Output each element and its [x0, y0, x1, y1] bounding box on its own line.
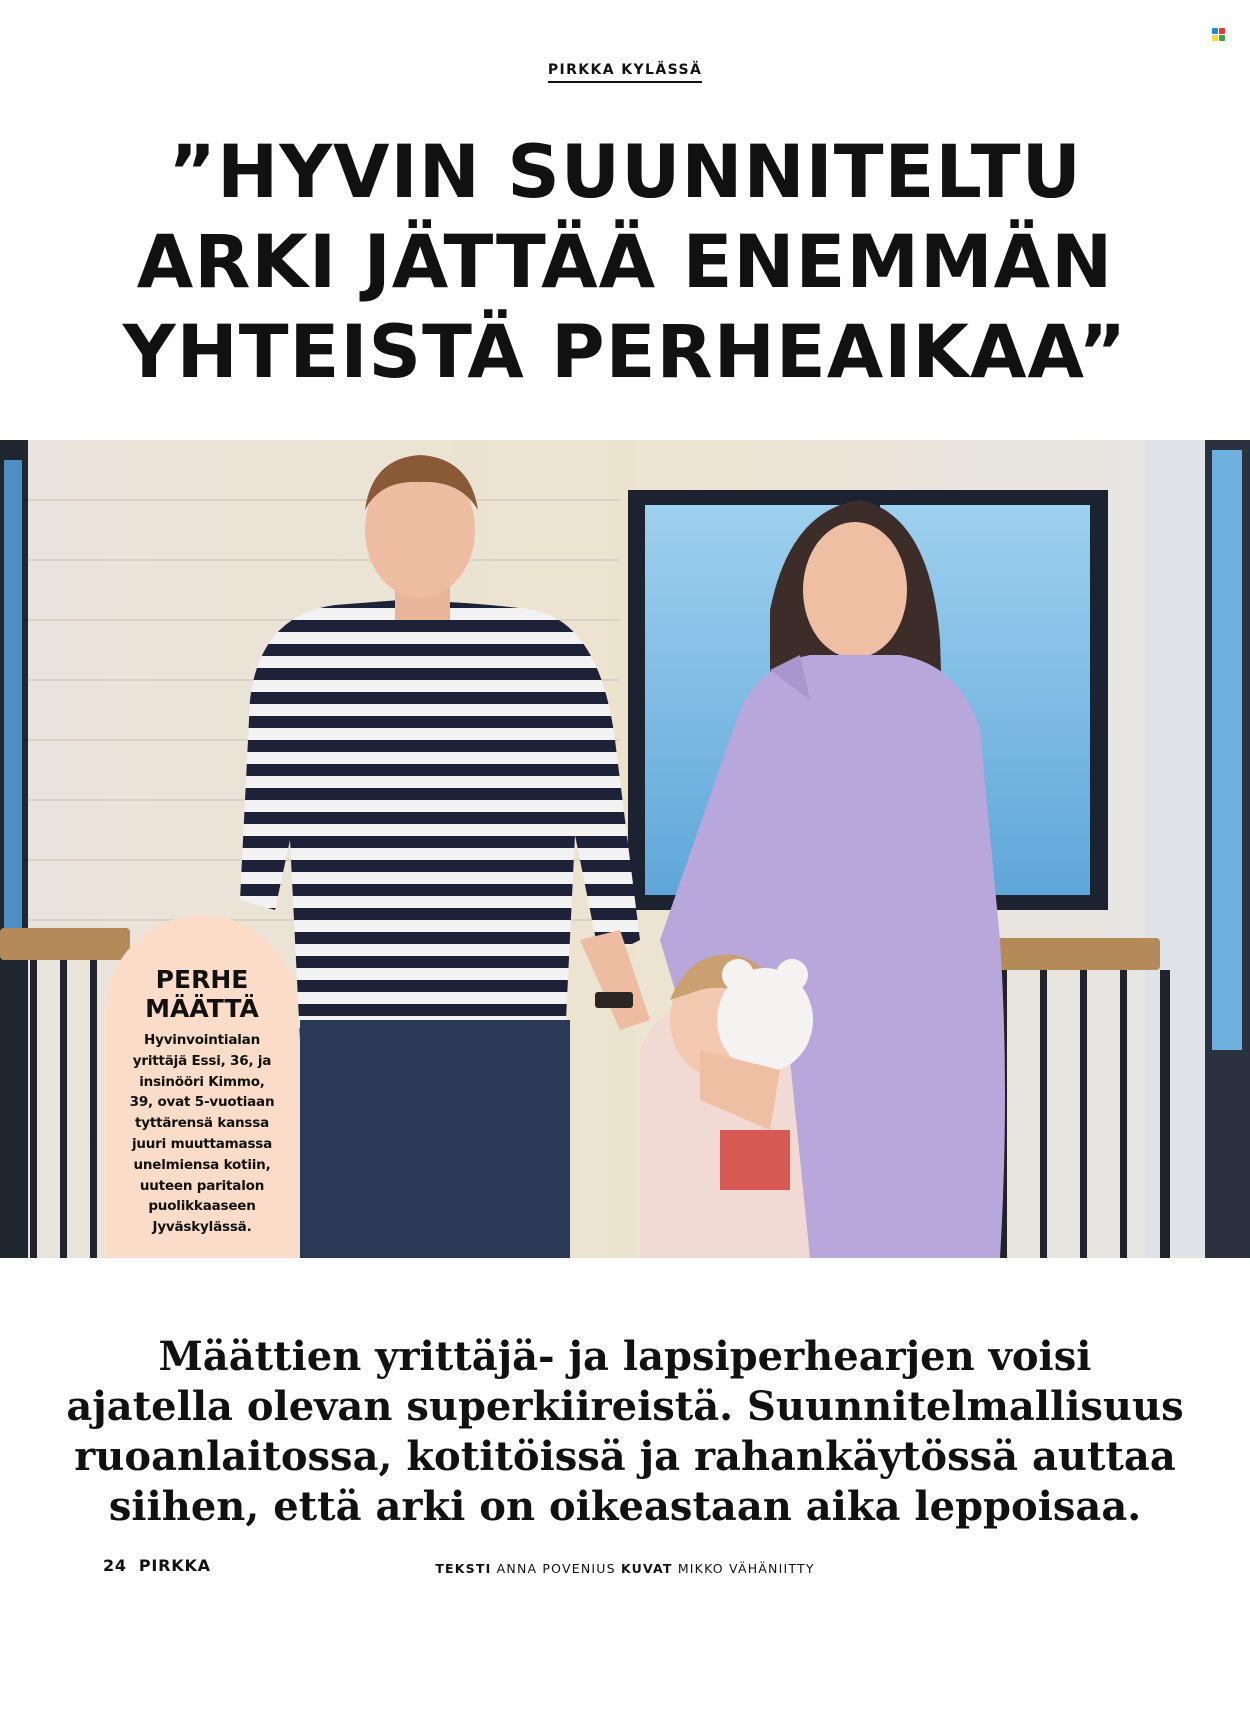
info-box-title: [106, 965, 298, 1023]
lead-line-3: ruoanlaitossa, kotitöissä ja rahankäytössä auttaa: [74, 1433, 1176, 1480]
info-box-line-8: uuteen paritalon: [139, 1177, 265, 1194]
headline-line-2: ARKI JÄTTÄÄ ENEMMÄN: [136, 220, 1114, 305]
credits-photo-label: KUVAT: [620, 1561, 673, 1576]
info-box-line-1: Hyvinvointialan: [144, 1032, 260, 1048]
credits-text-name: ANNA POVENIUS: [496, 1561, 616, 1576]
lead-line-4: siihen, että arki on oikeastaan aika leppoisaa.: [108, 1483, 1142, 1530]
headline: [0, 128, 1250, 398]
page-number: 24: [103, 1556, 127, 1575]
headline-line-1: ”HYVIN SUUNNITELTU: [168, 130, 1082, 215]
info-box-body: [106, 1030, 298, 1238]
credits-text-label: TEKSTI: [435, 1561, 492, 1576]
info-box-line-2: yrittäjä Essi, 36, ja: [132, 1052, 272, 1069]
headline-line-3: YHTEISTÄ PERHEAIKAA”: [122, 310, 1128, 395]
info-box-line-9: puolikkaaseen: [148, 1198, 256, 1215]
info-box-line-7: unelmiensa kotiin,: [133, 1156, 271, 1173]
info-box-line-3: insinööri Kimmo,: [139, 1073, 265, 1090]
corner-logo-mark: [1212, 28, 1226, 42]
page-footer: [103, 1556, 211, 1575]
info-box-line-4: 39, ovat 5-vuotiaan: [129, 1094, 275, 1111]
section-label-text: PIRKKA KYLÄSSÄ: [548, 62, 702, 83]
magazine-name: PIRKKA: [138, 1556, 211, 1575]
info-box-line-10: Jyväskylässä.: [152, 1219, 252, 1236]
lead-paragraph: [0, 1332, 1250, 1532]
lead-line-1: Määttien yrittäjä- ja lapsiperhearjen voisi: [158, 1333, 1092, 1380]
info-box-line-6: juuri muuttamassa: [131, 1135, 273, 1152]
info-box-title-line-2: MÄÄTTÄ: [145, 994, 259, 1023]
lead-line-2: ajatella olevan superkiireistä. Suunnitelmallisuus: [66, 1383, 1184, 1430]
info-box: [106, 915, 298, 1258]
section-label: [0, 62, 1250, 83]
info-box-title-line-1: PERHE: [155, 965, 249, 994]
credits-photo-name: MIKKO VÄHÄNIITTY: [677, 1561, 815, 1576]
info-box-line-5: tyttärensä kanssa: [134, 1115, 270, 1132]
